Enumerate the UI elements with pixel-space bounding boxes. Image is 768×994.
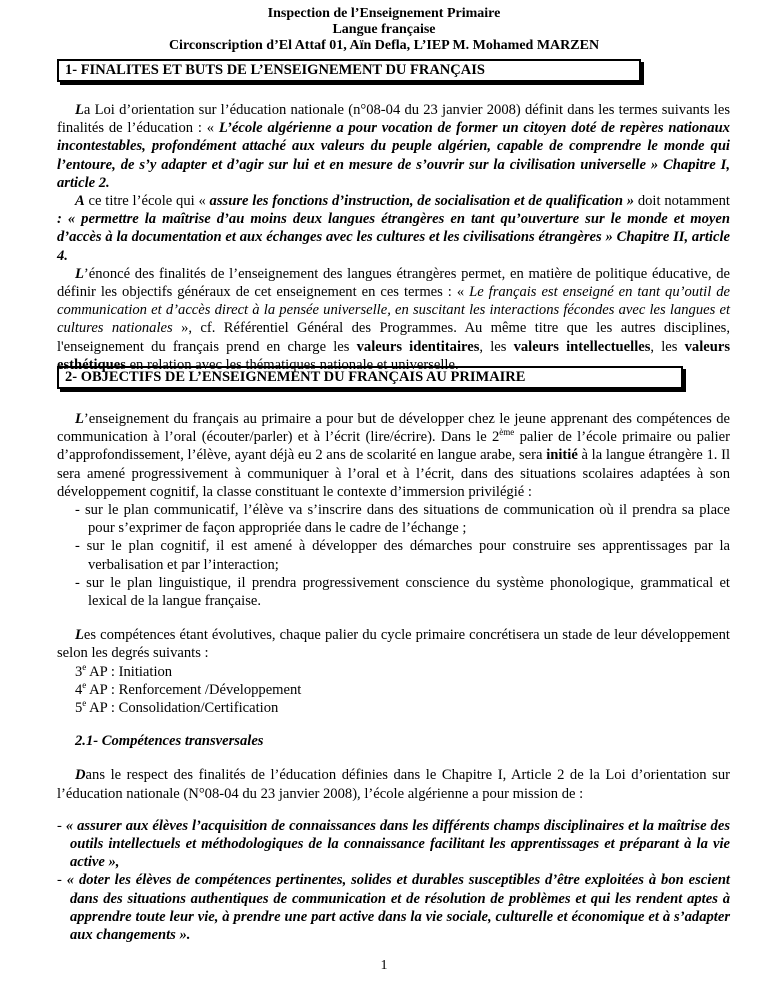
section-1-paragraph-3: L’énoncé des finalités de l’enseignement des langues étrangères permet, en matière de politique éducative, de définir les objectifs généraux de cet enseignement en ces termes : « Le français est enseigné en tant qu’outil de communication et d’accès direct à la pensée universelle, en suscitant les interactions fécondes avec les langues et cultures nationales », cf. Référentiel Général des Programmes. Au même titre que les autres disciplines, l'enseignement du français prend en charge les valeurs identitaires, les valeurs intellectuelles, les valeurs esthétiques en relation avec les thématiques nationale et universelle. <box>57 265 731 373</box>
section-2-paragraph-3: Dans le respect des finalités de l’éducation définies dans le Chapitre I, Article 2 de la Loi d’orientation sur l’éducation nationale (N°08-04 du 23 janvier 2008), l’école algérienne a pour mission de : <box>57 767 730 802</box>
section-2-title: 2- OBJECTIFS DE L’ENSEIGNEMENT DU FRANÇAIS AU PRIMAIRE <box>57 366 683 389</box>
level-item: 3e AP : Initiation <box>75 661 173 680</box>
section-1-body <box>57 101 730 374</box>
missions-list <box>57 817 730 944</box>
level-item: 5e AP : Consolidation/Certification <box>75 698 279 717</box>
section-2-paragraph-1: L’enseignement du français au primaire a pour but de développer chez le jeune apprenant des compétences de communication à l’oral (écouter/parler) et à l’écrit (lire/écrire). Dans le 2ème palier de l’école primaire ou palier d’approfondissement, l’élève, ayant déjà eu 2 ans de scolarité en langue arabe, sera initié à la langue étrangère 1. Il sera amené progressivement à communiquer à l’oral et à l’écrit, dans des situations scolaires adaptées à son développement cognitif, la classe constituant le contexte d’immersion privilégié : <box>57 411 731 500</box>
header-line-2: Langue française <box>332 22 436 37</box>
list-item: - sur le plan cognitif, il est amené à développer des démarches pour construire ses apprentissages par la verbalisation et par l’interaction; <box>75 538 730 573</box>
page-number: 1 <box>380 958 388 973</box>
section-2-body <box>57 410 730 944</box>
section-1-title: 1- FINALITES ET BUTS DE L’ENSEIGNEMENT DU FRANÇAIS <box>57 59 641 82</box>
objectives-list <box>75 501 730 610</box>
list-item: - sur le plan communicatif, l’élève va s’inscrire dans des situations de communication où il prendra sa place pour s’exprimer de façon appropriée dans le cadre de l’échange ; <box>75 502 730 537</box>
list-item: - sur le plan linguistique, il prendra progressivement conscience du système phonologique, grammatical et lexical de la langue française. <box>75 574 730 610</box>
list-item: - « doter les élèves de compétences pertinentes, solides et durables susceptibles d’être exploitées à bon escient dans des situations authentiques de communication et de résolution de problèmes et qui les rendent aptes à apprendre toute leur vie, à prendre une part active dans la vie sociale, culturelle et économique et à s’adapter aux changements ». <box>57 872 730 944</box>
section-1-paragraph-2: A ce titre l’école qui « assure les fonctions d’instruction, de socialisation et de qualification » doit notamment : « permettre la maîtrise d’au moins deux langues étrangères en tant qu’ouverture sur le monde et moyen d’accès à la documentation et aux échanges avec les cultures et les civilisations étrangères » Chapitre II, article 4. <box>57 193 730 264</box>
header-line-3: Circonscription d’El Attaf 01, Aïn Defla, L’IEP M. Mohamed MARZEN <box>168 38 600 53</box>
section-2-paragraph-2: Les compétences étant évolutives, chaque palier du cycle primaire concrétisera un stade de leur développement selon les degrés suivants : <box>57 627 730 662</box>
section-1-paragraph-1: La Loi d’orientation sur l’éducation nationale (n°08-04 du 23 janvier 2008) définit dans les termes suivants les finalités de l’éducation : « L’école algérienne a pour vocation de former un citoyen doté de repères nationaux incontestables, profondément attaché aux valeurs du peuple algérien, capable de comprendre le monde qui l’entoure, de s’y adapter et d’agir sur lui et en mesure de s’ouvrir sur la civilisation universelle » Chapitre I, article 2. <box>57 102 730 191</box>
document-header <box>0 0 768 54</box>
subsection-title: 2.1- Compétences transversales <box>75 733 264 750</box>
header-line-1: Inspection de l’Enseignement Primaire <box>267 6 501 21</box>
list-item: - « assurer aux élèves l’acquisition de connaissances dans les différents champs disciplinaires et la maîtrise des outils intellectuels et méthodologiques de la connaissance facilitant les apprentissages et préparant à la vie active », <box>57 817 730 871</box>
level-item: 4e AP : Renforcement /Développement <box>75 679 302 698</box>
